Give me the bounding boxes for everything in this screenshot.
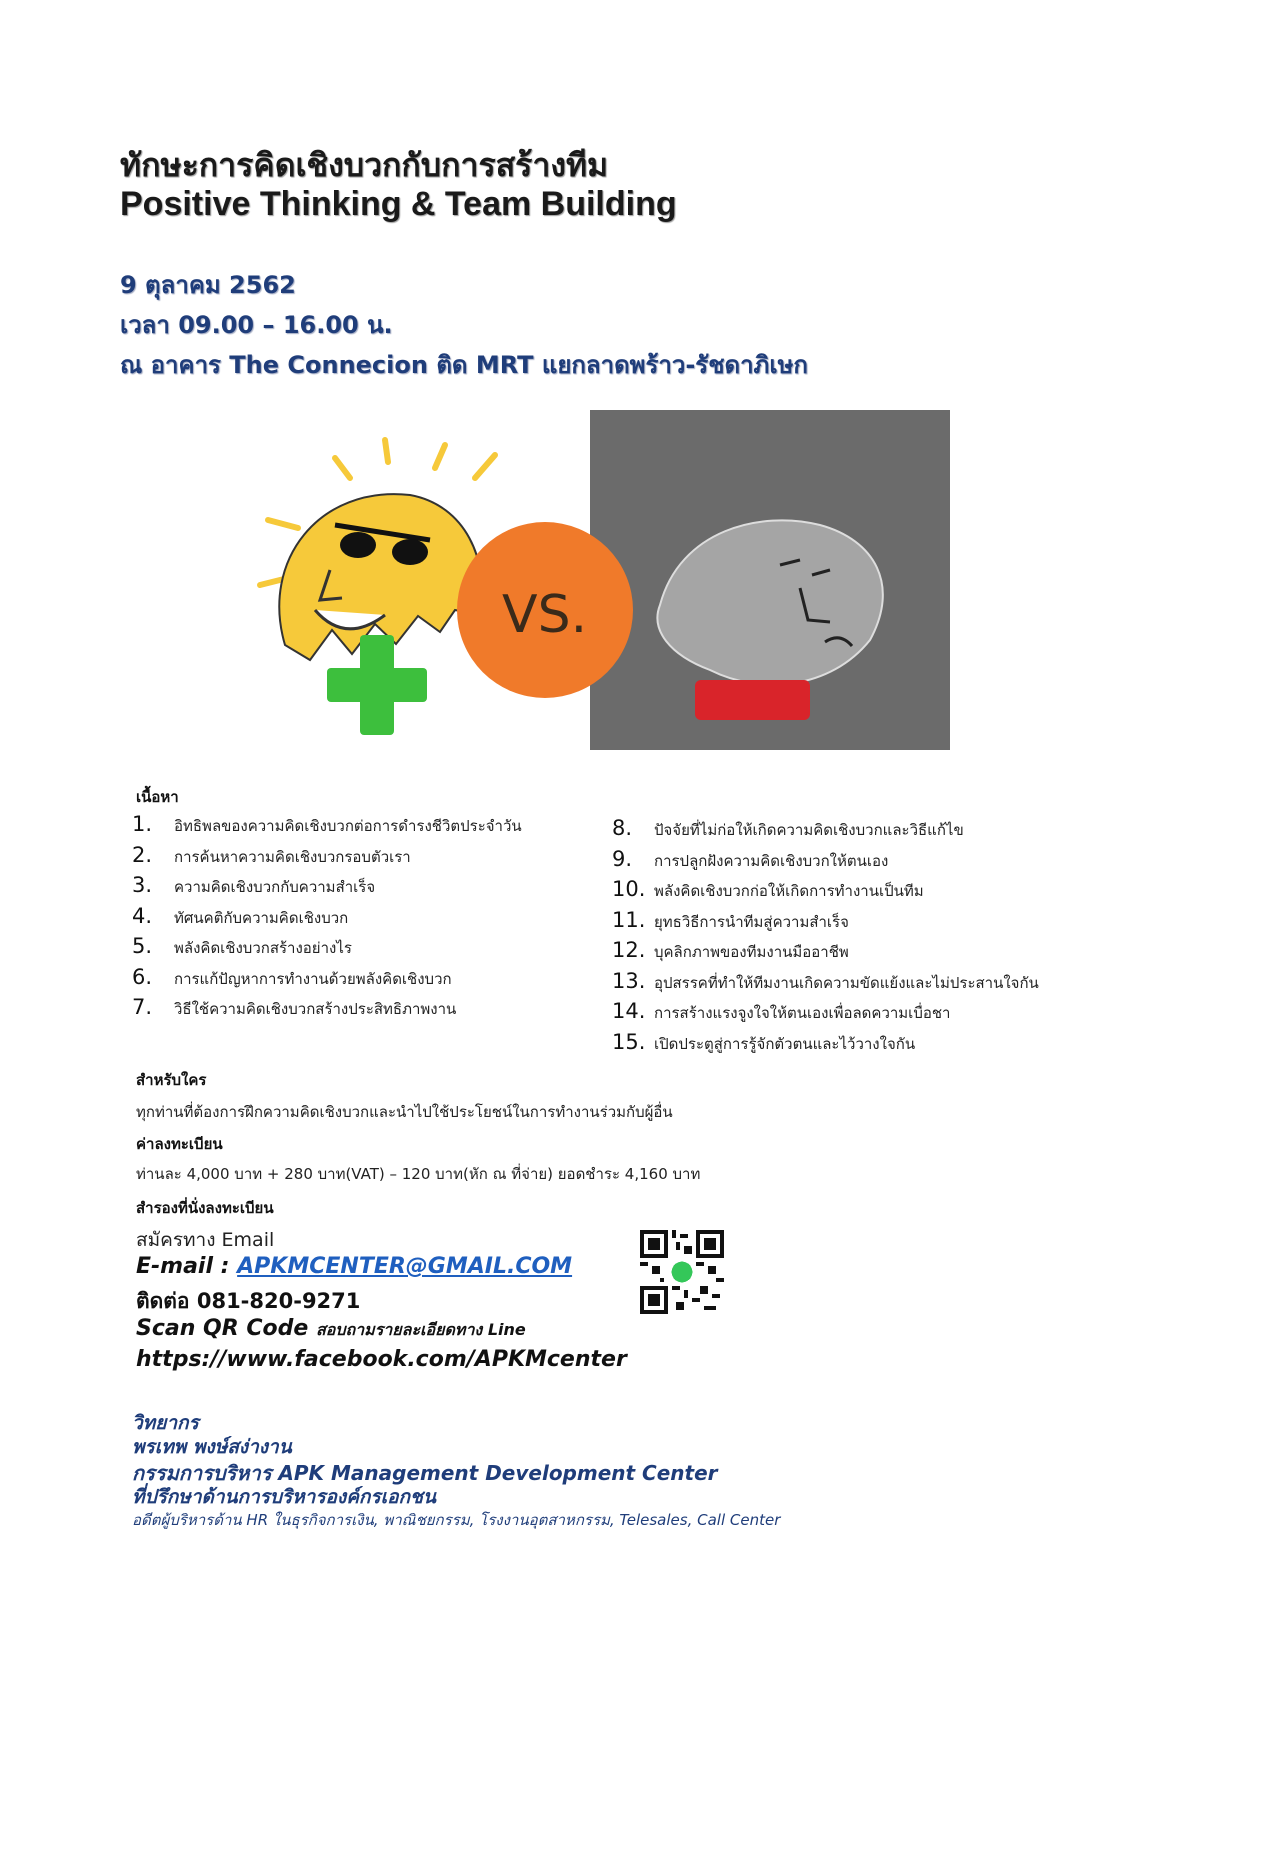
event-time: เวลา 09.00 – 16.00 น. xyxy=(120,311,393,339)
title-thai: ทักษะการคิดเชิงบวกกับการสร้างทีม xyxy=(120,146,609,184)
qr-detail: สอบถามรายละเอียดทาง Line xyxy=(315,1320,526,1339)
topic-item: 4. ทัศนคติกับความคิดเชิงบวก xyxy=(132,903,349,928)
plus-icon xyxy=(327,635,427,735)
topic-item: 7. วิธีใช้ความคิดเชิงบวกสร้างประสิทธิภาพงาน xyxy=(132,995,457,1019)
registration-via: สมัครทาง Email xyxy=(136,1229,275,1251)
minus-icon xyxy=(695,680,810,720)
vs-text: VS. xyxy=(502,585,588,645)
fee-text: ท่านละ 4,000 บาท + 280 บาท(VAT) – 120 บาท(หัก ณ ที่จ่าย) ยอดชำระ 4,160 บาท xyxy=(136,1165,701,1183)
phone-line xyxy=(136,1285,360,1318)
qr-label: Scan QR Code xyxy=(136,1316,316,1341)
qr-line xyxy=(136,1316,526,1343)
audience-text: ทุกท่านที่ต้องการฝึกความคิดเชิงบวกและนำไปใช้ประโยชน์ในการทำงานร่วมกับผู้อื่น xyxy=(136,1103,673,1121)
line-logo-icon xyxy=(672,1262,693,1283)
facebook-link[interactable]: https://www.facebook.com/APKMcenter xyxy=(136,1347,627,1372)
topic-item: 2. การค้นหาความคิดเชิงบวกรอบตัวเรา xyxy=(132,842,411,867)
positive-vs-negative-illustration xyxy=(240,410,950,750)
speaker-role2: ที่ปรึกษาด้านการบริหารองค์กรเอกชน xyxy=(132,1486,436,1508)
topic-list-right xyxy=(612,816,1039,1060)
topic-item: 14. การสร้างแรงจูงใจให้ตนเองเพื่อลดความเบื่อชา xyxy=(612,999,951,1023)
speaker-label: วิทยากร xyxy=(132,1412,199,1434)
topic-item: 10. พลังคิดเชิงบวกก่อให้เกิดการทำงานเป็นทีม xyxy=(612,877,924,901)
speaker-name: พรเทพ พงษ์สง่างาน xyxy=(132,1436,292,1458)
topic-item: 8. ปัจจัยที่ไม่ก่อให้เกิดความคิดเชิงบวกและวิธีแก้ไข xyxy=(612,816,964,840)
topic-item: 15. เปิดประตูสู่การรู้จักตัวตนและไว้วางใจกัน xyxy=(612,1029,916,1054)
audience-heading: สำหรับใคร xyxy=(136,1071,207,1089)
topic-item: 11. ยุทธวิธีการนำทีมสู่ความสำเร็จ xyxy=(612,907,849,932)
phone-label: ติดต่อ xyxy=(136,1289,197,1313)
topic-item: 1. อิทธิพลของความคิดเชิงบวกต่อการดำรงชีวิตประจำวัน xyxy=(132,812,522,836)
topic-item: 3. ความคิดเชิงบวกกับความสำเร็จ xyxy=(132,873,376,897)
event-venue: ณ อาคาร The Connecion ติด MRT แยกลาดพร้าว-รัชดาภิเษก xyxy=(120,351,808,379)
email-link[interactable]: APKMCENTER@GMAIL.COM xyxy=(237,1254,573,1279)
email-label: E-mail : xyxy=(136,1254,238,1279)
topic-item: 9. การปลูกฝังความคิดเชิงบวกให้ตนเอง xyxy=(612,846,889,871)
topic-list-left xyxy=(132,812,522,1026)
topic-item: 13. อุปสรรคที่ทำให้ทีมงานเกิดความขัดแย้งและไม่ประสานใจกัน xyxy=(612,968,1039,993)
line-qr-code-icon[interactable] xyxy=(640,1230,724,1314)
phone-number: 081-820-9271 xyxy=(196,1289,361,1313)
topic-item: 12. บุคลิกภาพของทีมงานมืออาชีพ xyxy=(612,938,849,962)
title-english: Positive Thinking & Team Building xyxy=(120,185,677,223)
event-date: 9 ตุลาคม 2562 xyxy=(120,271,296,299)
fee-heading: ค่าลงทะเบียน xyxy=(136,1135,223,1153)
topic-item: 6. การแก้ปัญหาการทำงานด้วยพลังคิดเชิงบวก xyxy=(132,964,452,989)
topic-item: 5. พลังคิดเชิงบวกสร้างอย่างไร xyxy=(132,934,352,958)
registration-heading: สำรองที่นั่งลงทะเบียน xyxy=(136,1199,274,1217)
content-heading: เนื้อหา xyxy=(136,788,179,806)
speaker-bio: อดีตผู้บริหารด้าน HR ในธุรกิจการเงิน, พาณิชยกรรม, โรงงานอุตสาหกรรม, Telesales, Call Center xyxy=(132,1511,781,1529)
speaker-role: กรรมการบริหาร APK Management Development Center xyxy=(132,1461,718,1485)
email-line xyxy=(136,1254,572,1279)
